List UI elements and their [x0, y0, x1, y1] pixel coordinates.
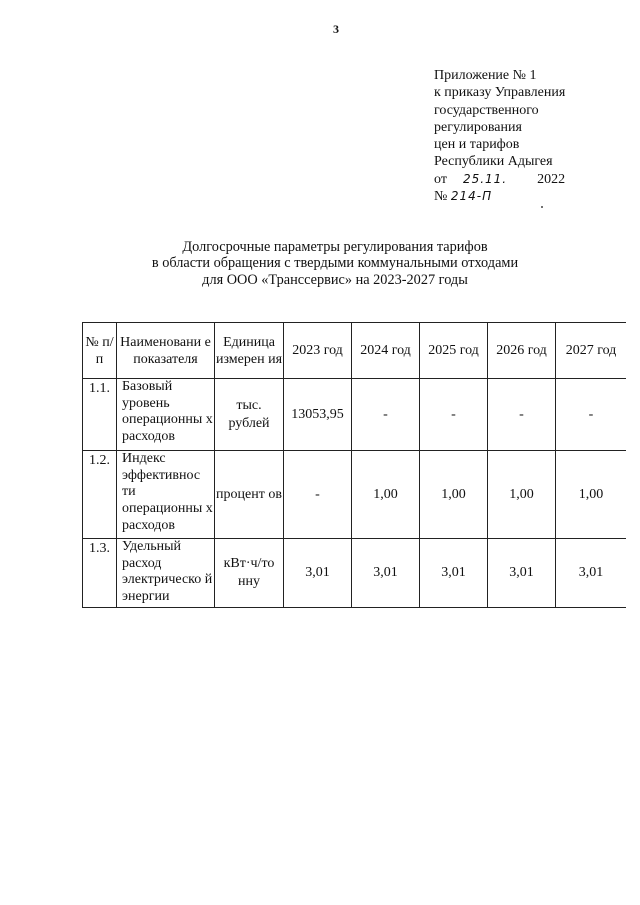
row-number: 1.2. — [83, 451, 117, 539]
appendix-line: Республики Адыгея — [434, 154, 553, 170]
header-number: № п/п — [83, 323, 117, 379]
value-2026: - — [488, 379, 556, 451]
title-line: Долгосрочные параметры регулирования тарифов — [182, 239, 488, 255]
parameters-table — [82, 322, 626, 608]
header-name: Наименовани е показателя — [117, 323, 215, 379]
value-2026: 1,00 — [488, 451, 556, 539]
table-row — [83, 451, 627, 539]
document-title — [120, 239, 550, 288]
appendix-block — [434, 67, 565, 205]
value-2024: 3,01 — [352, 539, 420, 608]
value-2025: 1,00 — [420, 451, 488, 539]
indicator-name: Базовый уровень операционны х расходов — [117, 379, 215, 451]
order-date-line — [434, 171, 565, 188]
title-line: в области обращения с твердыми коммунальными отходами — [151, 255, 519, 272]
appendix-line: цен и тарифов — [434, 137, 520, 153]
header-year-2025: 2025 год — [420, 323, 488, 379]
value-2023: 13053,95 — [284, 379, 352, 451]
indicator-unit: тыс. рублей — [215, 379, 284, 451]
order-year: 2022 — [537, 171, 566, 187]
header-year-2023: 2023 год — [284, 323, 352, 379]
value-2025: - — [420, 379, 488, 451]
appendix-line: к приказу Управления — [434, 85, 566, 101]
table-row — [83, 379, 627, 451]
table-row — [83, 539, 627, 608]
header-year-2024: 2024 год — [352, 323, 420, 379]
value-2025: 3,01 — [420, 539, 488, 608]
value-2024: 1,00 — [352, 451, 420, 539]
appendix-line: государственного — [434, 102, 539, 118]
handwritten-number: 214-П — [450, 189, 493, 204]
handwritten-date: 25.11. — [462, 171, 508, 186]
appendix-line: Приложение № 1 — [434, 68, 537, 83]
row-number: 1.1. — [83, 379, 117, 451]
page-number: 3 — [333, 22, 339, 36]
table-header-row — [83, 323, 627, 379]
date-prefix: от — [434, 171, 447, 187]
order-number-line — [434, 188, 565, 205]
indicator-unit: кВт·ч/то нну — [215, 539, 284, 608]
value-2024: - — [352, 379, 420, 451]
title-line: для ООО «Транссервис» на 2023-2027 годы — [202, 271, 468, 288]
value-2027: 1,00 — [556, 451, 627, 539]
indicator-name: Удельный расход электрическо й энергии — [117, 539, 215, 608]
indicator-unit: процент ов — [215, 451, 284, 539]
value-2023: 3,01 — [284, 539, 352, 608]
header-year-2026: 2026 год — [488, 323, 556, 379]
row-number: 1.3. — [83, 539, 117, 608]
header-year-2027: 2027 год — [556, 323, 627, 379]
number-prefix: № — [434, 189, 448, 205]
value-2027: - — [556, 379, 627, 451]
value-2023: - — [284, 451, 352, 539]
indicator-name: Индекс эффективнос ти операционны х расходов — [117, 451, 215, 539]
value-2026: 3,01 — [488, 539, 556, 608]
stray-mark — [541, 206, 543, 208]
value-2027: 3,01 — [556, 539, 627, 608]
header-unit: Единица измерен ия — [215, 323, 284, 379]
appendix-line: регулирования — [434, 119, 522, 135]
